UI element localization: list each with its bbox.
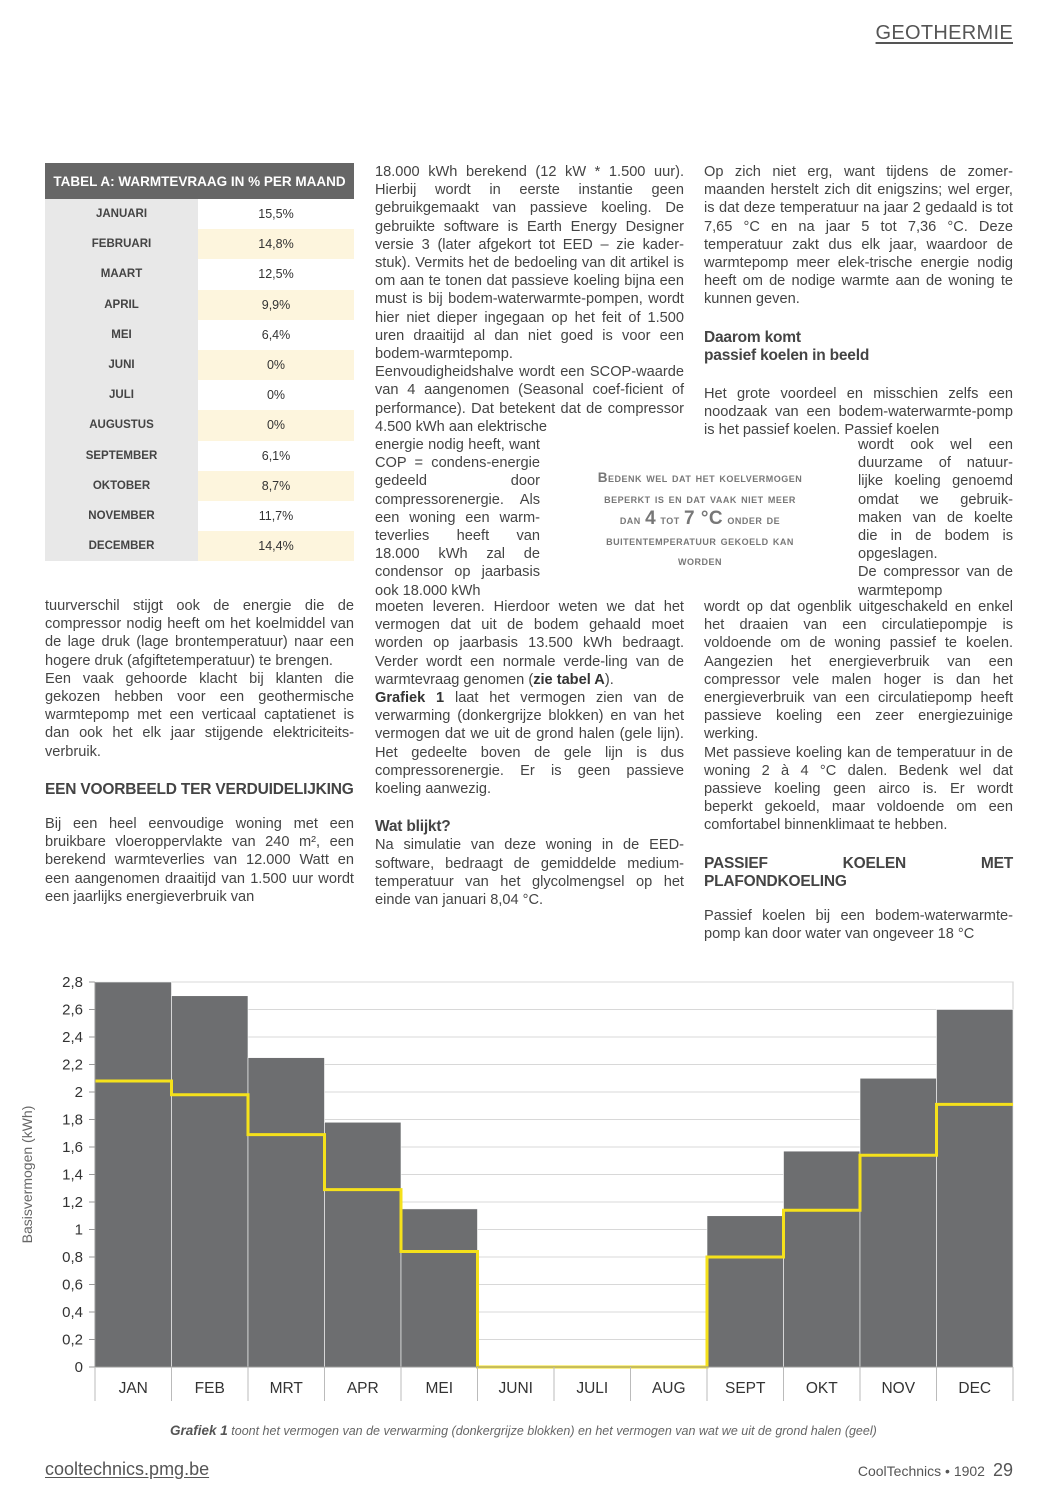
y-tick-label: 2,6 — [62, 1001, 83, 1019]
paragraph: energie nodig heeft, want COP = condens-energie gedeeld door compressorenergie. Als een woning een warm-teverlies heeft van 18.000 kWh zal de condensor op jaarbasis ook 18.000 kWh — [375, 437, 540, 599]
bar-feb — [172, 996, 249, 1367]
paragraph: moeten leveren. Hierdoor weten we dat het vermogen dat uit de bodem gehaald moet worden op jaarbasis 13.500 kWh bedraagt. Verder wordt een normale verde-ling van de warmtevraag genomen (zie tabel A). — [375, 599, 684, 688]
y-tick-label: 2,2 — [62, 1056, 83, 1074]
x-tick-label: DEC — [958, 1380, 992, 1397]
bar-nov — [860, 1078, 937, 1367]
section-heading: PASSIEF KOELEN MET PLAFONDKOELING — [704, 854, 1013, 890]
x-tick-label: MEI — [425, 1380, 454, 1397]
warmtevraag-table — [45, 163, 354, 561]
column-1 — [45, 597, 354, 906]
table-row: MAART 12,5% — [45, 259, 354, 289]
bar-jan — [95, 982, 172, 1367]
paragraph: Passief koelen bij een bodem-waterwarmte-pomp kan door water van ongeveer 18 °C — [704, 908, 1013, 943]
x-tick-label: OKT — [805, 1380, 838, 1397]
paragraph: Met passieve koeling kan de temperatuur in de woning 2 à 4 °C dalen. Bedenk wel dat passieve koeling geen airco is. Er wordt beperkt gekoeld, maar voldoende om een comfortabel binnenklimaat te hebben. — [704, 744, 1013, 834]
table-row: NOVEMBER 11,7% — [45, 501, 354, 531]
x-tick-label: SEPT — [725, 1380, 766, 1397]
column-2-wrap — [375, 436, 540, 600]
table-row: JANUARI 15,5% — [45, 199, 354, 229]
y-tick-label: 2 — [74, 1084, 83, 1101]
paragraph: wordt op dat ogenblik uitgeschakeld en enkel het draaien van een circulatiepompje is voldoende om de woning passief te koelen. Aangezien het energieverbruik van een compressor vele malen hoger is dan het energieverbruik van een circulatiepomp heeft passieve koeling een zeer energiezuinige werking. — [704, 599, 1013, 743]
y-tick-label: 2,4 — [62, 1029, 83, 1046]
y-tick-label: 0,4 — [62, 1304, 83, 1321]
paragraph: Het grote voordeel en misschien zelfs een noodzaak van een bodem-waterwarmte-pomp is het passief koelen. Passief koelen — [704, 386, 1013, 439]
y-tick-label: 0,2 — [62, 1331, 83, 1349]
section-heading: Daarom komt — [704, 328, 801, 346]
x-tick-label: JUNI — [498, 1380, 533, 1397]
paragraph: 18.000 kWh berekend (12 kW * 1.500 uur). Hierbij wordt in eerste instantie geen gebruikgemaakt van passieve koeling. De gebruikte software is Earth Energy Designer versie 3 (later afgekort tot EED – zie kader-stuk). Vermits het de bedoeling van dit artikel is om aan te tonen dat passieve koeling bijna een must is bij bodem-waterwarmte-pompen, wordt hier niet dieper ingegaan op het feit of 1.500 uren draaitijd al dan niet goed is voor een bodem-warmtepomp. — [375, 164, 684, 363]
magazine-issue: CoolTechnics • 1902 — [857, 1463, 985, 1479]
table-row: AUGUSTUS 0% — [45, 410, 354, 440]
column-2 — [375, 163, 684, 436]
chart-caption: Grafiek 1 toont het vermogen van de verwarming (donkergrijze blokken) en het vermogen van wat we uit de grond halen (geel) — [170, 1423, 877, 1438]
x-tick-label: AUG — [651, 1380, 686, 1397]
x-tick-label: FEB — [194, 1380, 225, 1397]
heating-power-chart — [0, 960, 1058, 1410]
table-reference: zie tabel A — [533, 671, 605, 688]
paragraph: Bij een heel eenvoudige woning met een bruikbare vloeroppervlakte van 240 m², een berekend warmteverlies van 12.000 Watt en een aangenomen draaitijd van 1.500 uur wordt een jaarlijks energieverbruik van — [45, 816, 354, 905]
x-tick-label: JULI — [576, 1380, 609, 1397]
x-tick-label: JAN — [118, 1380, 148, 1397]
y-tick-label: 1 — [74, 1221, 83, 1239]
column-3 — [704, 163, 1013, 440]
column-2-cont — [375, 598, 684, 909]
bar-apr — [325, 1122, 402, 1367]
y-tick-label: 1,8 — [62, 1111, 83, 1129]
y-tick-label: 1,2 — [62, 1194, 83, 1211]
y-axis-label: Basisvermogen (kWh) — [19, 1105, 35, 1244]
table-row: APRIL 9,9% — [45, 290, 354, 320]
section-heading: Wat blijkt? — [375, 818, 451, 836]
x-tick-label: MRT — [269, 1380, 303, 1397]
table-title: TABEL A: WARMTEVRAAG IN % PER MAAND — [45, 163, 354, 199]
paragraph: Op zich niet erg, want tijdens de zomer-maanden herstelt zich dit enigszins; wel erger, is dat deze temperatuur na jaar 2 gedaald is tot 7,65 °C en na jaar 5 tot 7,36 °C. Deze temperatuur zakt dus elk jaar, waardoor de warmtepomp meer elek-trische energie nodig heeft om de nodige warmte aan de woning te kunnen geven. — [704, 164, 1013, 308]
table-row: SEPTEMBER 6,1% — [45, 441, 354, 471]
x-tick-label: NOV — [881, 1380, 916, 1397]
paragraph: Grafiek 1 laat het vermogen zien van de verwarming (donkergrijze blokken) en van het vermogen dat we uit de grond halen (gele lijn). Het gedeelte boven de gele lijn is dus compressorenergie. Er is geen passieve koeling aanwezig. — [375, 690, 685, 798]
bar-mrt — [248, 1058, 325, 1367]
bar-sept — [707, 1216, 784, 1367]
y-tick-label: 1,6 — [62, 1139, 83, 1156]
section-heading: passief koelen in beeld — [704, 346, 870, 364]
paragraph: Na simulatie van deze woning in de EED-software, bedraagt de gemiddelde medium-temperatuur van het glycolmengsel op het einde van januari 8,04 °C. — [375, 837, 684, 909]
paragraph: wordt ook wel een duurzame of natuur-lijke koeling genoemd omdat we gebruik-maken van de koelte die in de bodem is opgeslagen. — [858, 437, 1013, 563]
paragraph: Eenvoudigheidshalve wordt een SCOP-waarde van 4 aangenomen (Seasonal coef-ficient of performance). Dat betekent dat de compressor 4.500 kWh aan elektrische — [375, 364, 684, 435]
table-row: DECEMBER 14,4% — [45, 531, 354, 561]
table-row: JULI 0% — [45, 380, 354, 410]
table-row: FEBRUARI 14,8% — [45, 229, 354, 259]
table-row: OKTOBER 8,7% — [45, 471, 354, 501]
column-3-wrap — [858, 436, 1013, 600]
page-number: 29 — [992, 1460, 1013, 1480]
chart-reference: Grafiek 1 — [375, 690, 445, 707]
footer-url[interactable]: cooltechnics.pmg.be — [45, 1459, 210, 1479]
table-row: JUNI 0% — [45, 350, 354, 380]
y-tick-label: 2,8 — [62, 974, 83, 991]
section-label: GEOTHERMIE — [875, 22, 1013, 44]
pull-quote: Bedenk wel dat het koelvermogen beperkt is en dat vaak niet meer dan 4 tot 7 °C onder de buitentemperatuur gekoeld kan worden — [597, 470, 803, 568]
paragraph: De compressor van de warmtepomp — [858, 564, 1013, 599]
y-tick-label: 0 — [74, 1359, 83, 1376]
column-3-cont — [704, 598, 1013, 943]
paragraph: Een vaak gehoorde klacht bij klanten die gekozen hebben voor een geothermische warmtepomp met een verticaal captatienet is dan ook het elk jaar stijgende elektriciteits-verbruik. — [45, 670, 354, 760]
paragraph: tuurverschil stijgt ook de energie die de compressor nodig heeft om het koelmiddel van de lage druk (lage brontemperatuur) naar een hogere druk (afgiftetemperatuur) te brengen. — [45, 598, 354, 669]
y-tick-label: 1,4 — [62, 1166, 83, 1184]
x-tick-label: APR — [346, 1380, 379, 1397]
bar-okt — [784, 1151, 861, 1367]
y-tick-label: 0,6 — [62, 1276, 83, 1294]
bar-dec — [937, 1010, 1014, 1368]
y-tick-label: 0,8 — [62, 1249, 83, 1266]
bar-mei — [401, 1209, 478, 1367]
footer-info — [858, 1460, 1013, 1481]
table-row: MEI 6,4% — [45, 320, 354, 350]
section-heading: EEN VOORBEELD TER VERDUIDELIJKING — [45, 780, 354, 798]
